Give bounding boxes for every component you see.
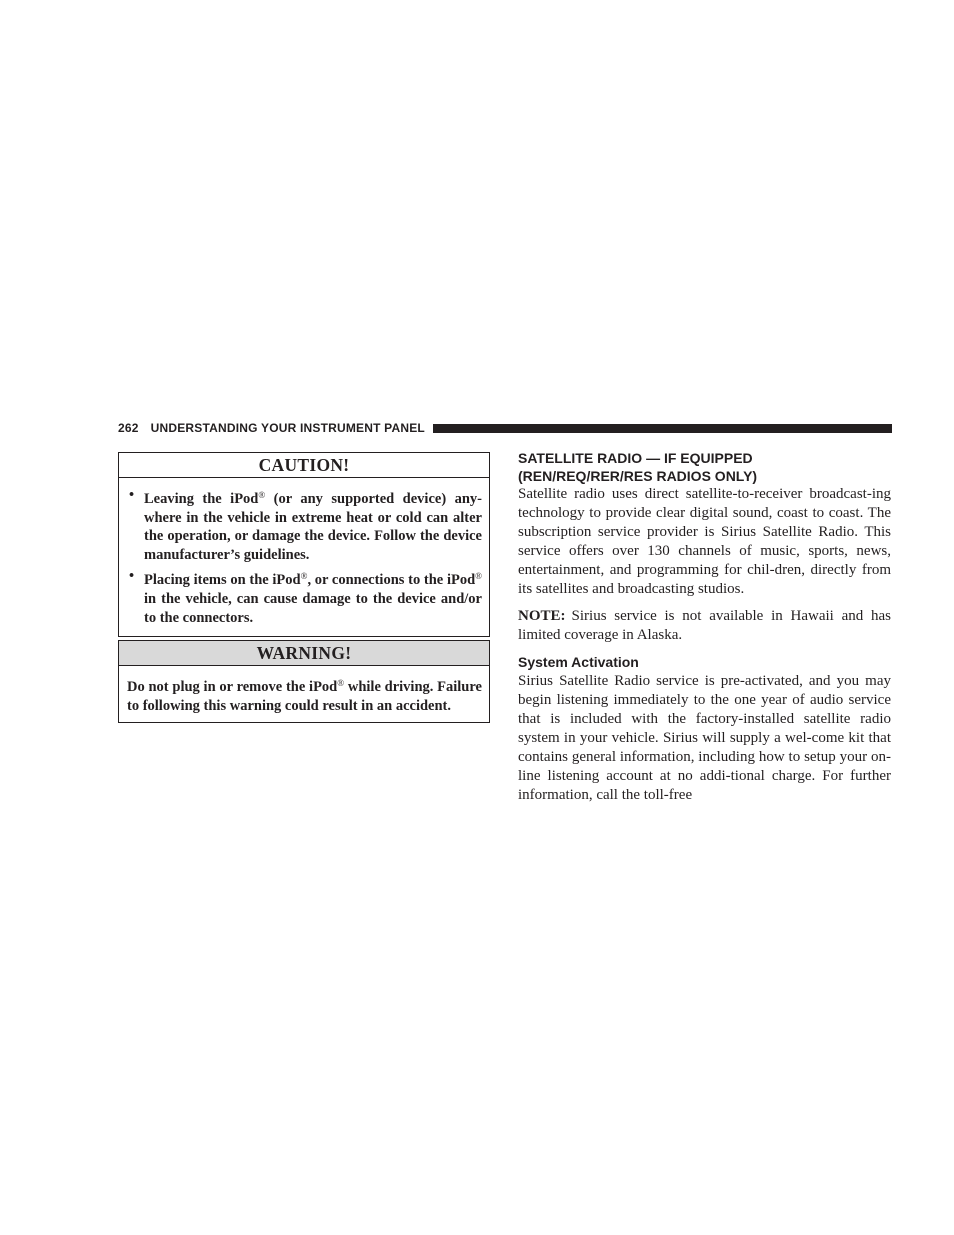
bullet-icon: •: [129, 487, 135, 503]
section-heading: SATELLITE RADIO — IF EQUIPPED (REN/REQ/RER/RES RADIOS ONLY): [518, 450, 758, 484]
bullet-icon: •: [129, 568, 135, 585]
warning-title: WARNING!: [119, 641, 489, 666]
note-label: NOTE:: [518, 608, 566, 625]
caution-list: [127, 486, 482, 627]
subheading-system-activation: System Activation: [518, 654, 639, 671]
header-rule: [433, 424, 892, 433]
intro-paragraph: Satellite radio uses direct satellite-to-receiver broadcast-ing technology to provide clear digital sound, coast to coast. The subscription service provider is Sirius Satellite Radio. This service offers over 130 channels of music, sports, news, entertainment, and programming for chil-dren, directly from its satellites and broadcasting studios.: [518, 486, 891, 597]
activation-paragraph: Sirius Satellite Radio service is pre-activated, and you may begin listening immediately to the one year of audio service that is included with the factory-installed satellite radio system in your vehicle. Sirius will supply a wel-come kit that contains general information, including how to setup your on-line listening account at no addi-tional charge. For further information, call the toll-free: [518, 673, 891, 803]
satellite-radio-section: [518, 449, 891, 805]
caution-box: [118, 452, 490, 637]
caution-item: • Leaving the iPod® (or any supported device) any-where in the vehicle in extreme heat or cold can alter the operation, or damage the device. Follow the device manufacturer’s guidelines.: [129, 487, 482, 563]
page-header: [118, 420, 892, 436]
page-number: 262: [118, 421, 139, 435]
warning-body: Do not plug in or remove the iPod® while driving. Failure to following this warning could result in an accident.: [127, 678, 482, 714]
warning-box: [118, 640, 490, 723]
note-paragraph: [518, 607, 891, 645]
caution-body: [119, 478, 489, 636]
note-text: Sirius service is not available in Hawaii and has limited coverage in Alaska.: [518, 608, 891, 644]
section-title: UNDERSTANDING YOUR INSTRUMENT PANEL: [150, 421, 425, 435]
caution-item: • Placing items on the iPod®, or connections to the iPod® in the vehicle, can cause damage to the device and/or to the connectors.: [129, 568, 482, 626]
caution-title: CAUTION!: [119, 453, 489, 478]
